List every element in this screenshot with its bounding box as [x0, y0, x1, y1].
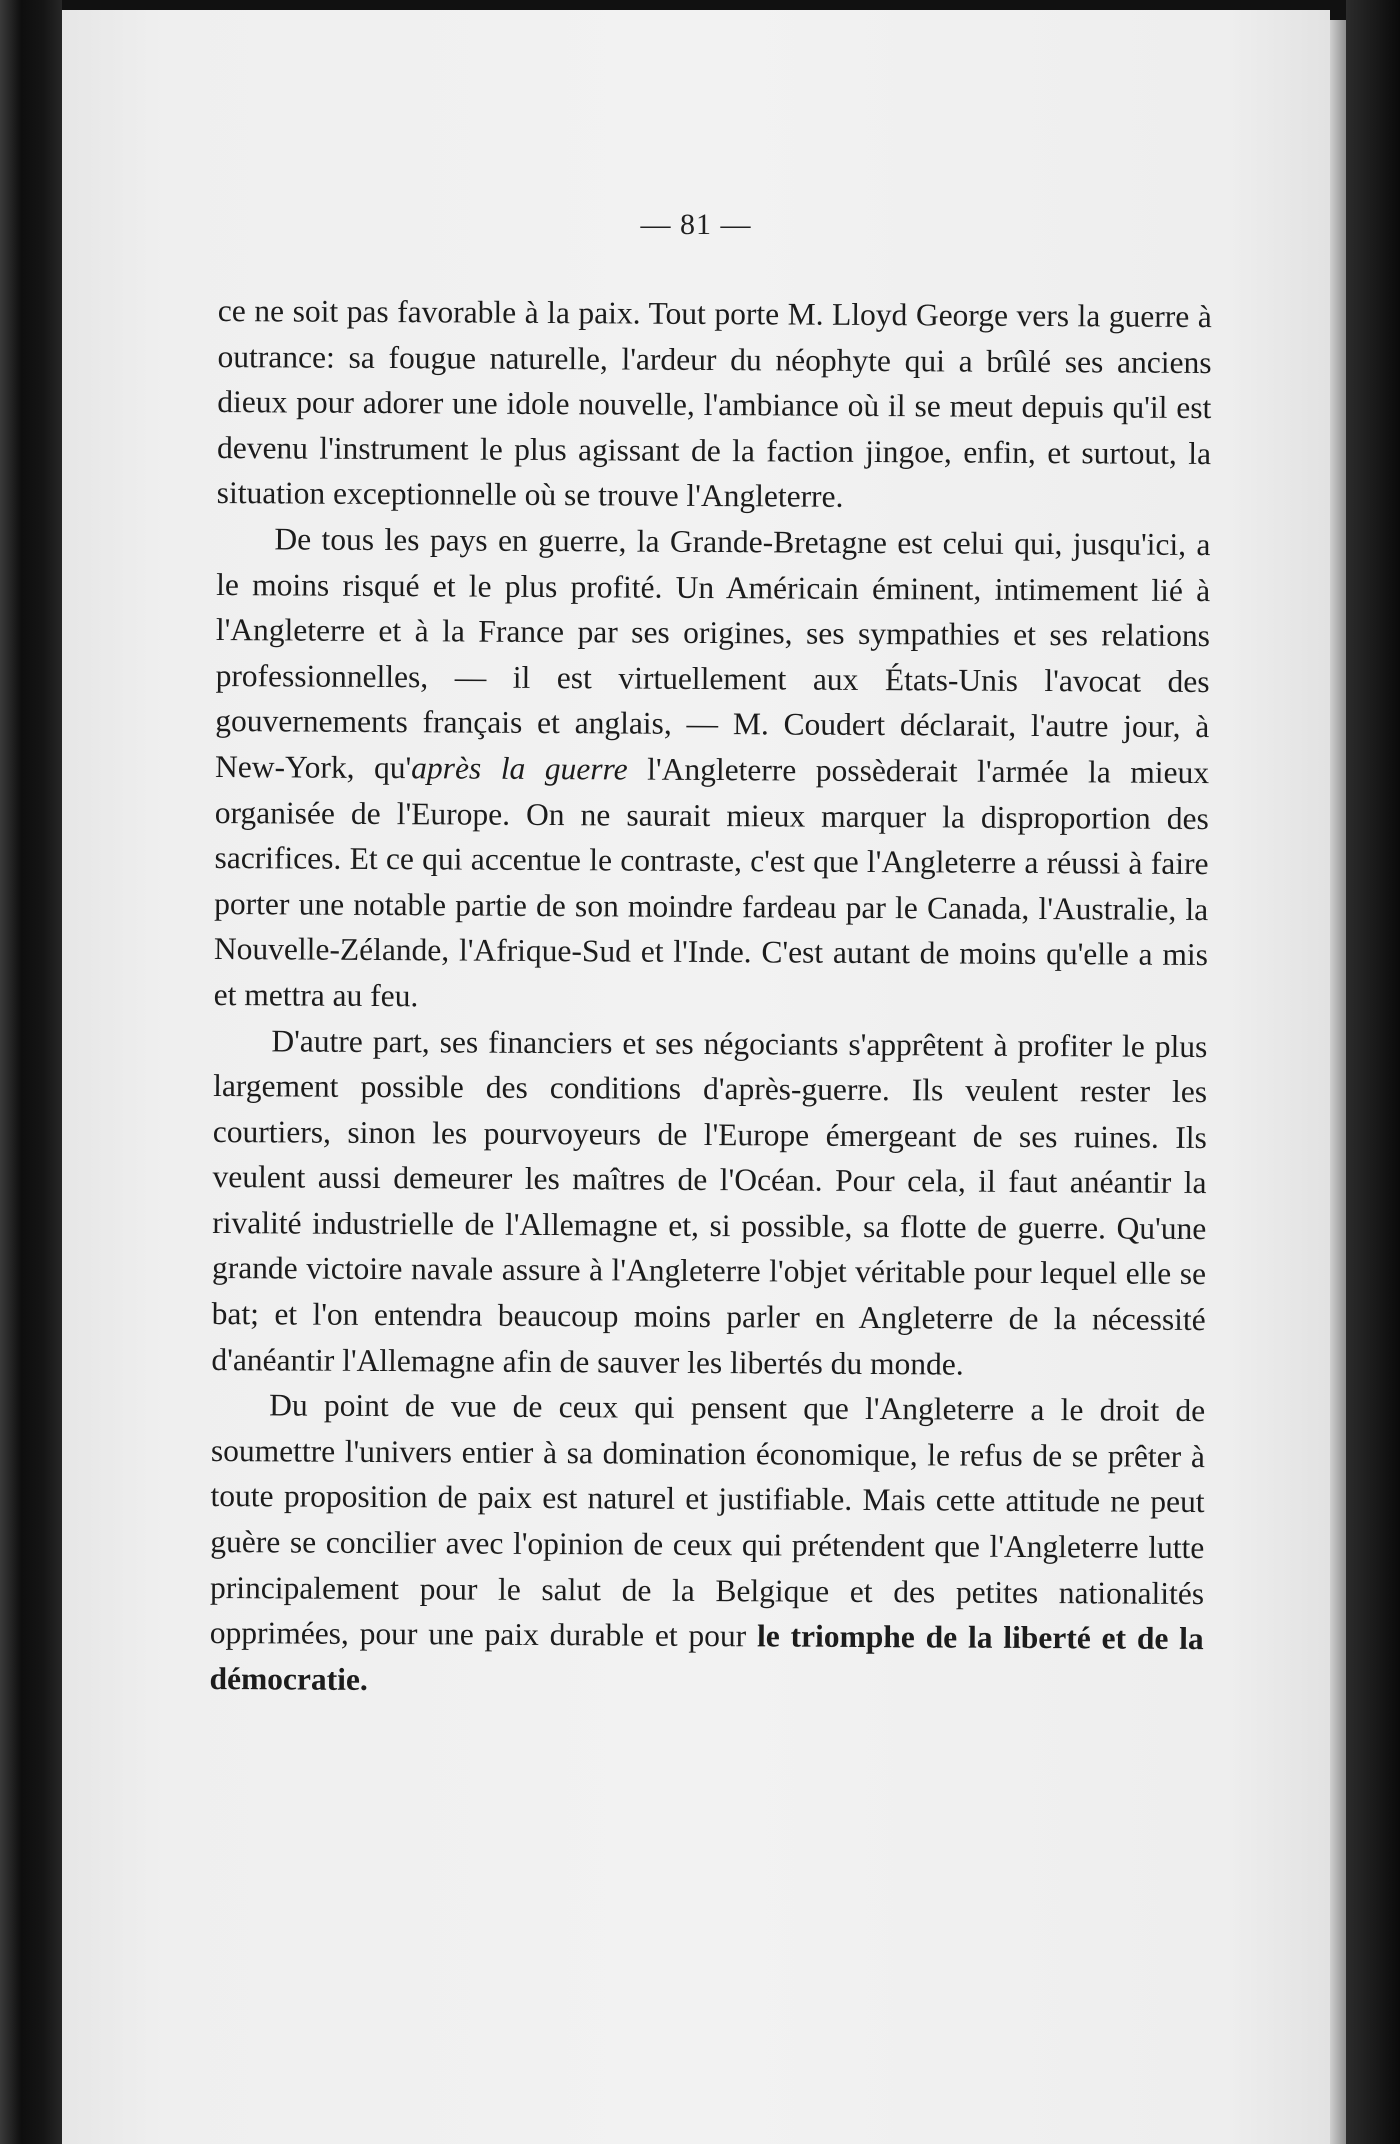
paragraph-2-italic-phrase: après la guerre — [411, 750, 628, 787]
paragraph-2-text-start: De tous les pays en guerre, la Grande-Bretagne est celui qui, jusqu'ici, a le moins risqué et le plus profité. Un Américain éminent, intimement lié à l'Angleterre et à la France par ses origines, ses sympathies et ses relations professionnelles, — il est virtuellement aux États-Unis l'avocat des gouvernements français et anglais, — M. Coudert déclarait, l'autre jour, à New-York, qu' — [214, 521, 1211, 786]
page-number: — 81 — — [640, 208, 752, 241]
paragraph-4 — [209, 1382, 1205, 1707]
scan-border-right — [1346, 0, 1400, 2144]
paragraph-2-text-end: l'Angleterre possèderait l'armée la mieux organisée de l'Europe. On ne saurait mieux marquer la disproportion des sacrifices. Et ce qui accentue le contraste, c'est que l'Angleterre a réussi à faire porter une notable partie de son moindre fardeau par le Canada, l'Australie, la Nouvelle-Zélande, l'Afrique-Sud et l'Inde. C'est autant de moins qu'elle a mis et mettra au feu. — [213, 751, 1210, 1014]
book-spine-edge — [0, 0, 62, 2144]
paragraph-1: ce ne soit pas favorable à la paix. Tout porte M. Lloyd George vers la guerre à outrance: sa fougue naturelle, l'ardeur du néophyte qui a brûlé ses anciens dieux pour adorer une idole nouvelle, l'ambiance où il se meut depuis qu'il est devenu l'instrument le plus agissant de la faction jingoe, enfin, et surtout, la situation exceptionnelle où se trouve l'Angleterre. — [216, 292, 1212, 515]
page-edge-shadow — [1330, 20, 1346, 2144]
paragraph-4-final-line: le triomphe de la liberté et de la démocratie. — [209, 1618, 1204, 1697]
paragraph-2 — [214, 516, 1211, 1024]
paragraph-4-text: Du point de vue de ceux qui pensent que l'Angleterre a le droit de soumettre l'univers entier à sa domination économique, le refus de se prêter à toute proposition de paix est naturel et justifiable. Mais cette attitude ne peut guère se concilier avec l'opinion de ceux qui prétendent que l'Angleterre lutte principalement pour le salut de la Belgique et des petites nationalités opprimées, pour une paix durable et pour — [209, 1387, 1206, 1654]
body-text — [209, 288, 1212, 1707]
page-sheet — [62, 10, 1330, 2144]
paragraph-3: D'autre part, ses financiers et ses négociants s'apprêtent à profiter le plus largement possible des conditions d'après-guerre. Ils veulent rester les courtiers, sinon les pourvoyeurs de l'Europe émergeant de ses ruines. Ils veulent aussi demeurer les maîtres de l'Océan. Pour cela, il faut anéantir la rivalité industrielle de l'Allemagne et, si possible, sa flotte de guerre. Qu'une grande victoire navale assure à l'Angleterre l'objet véritable pour lequel elle se bat; et l'on entendra beaucoup moins parler en Angleterre de la nécessité d'anéantir l'Allemagne afin de sauver les libertés du monde. — [211, 1022, 1208, 1382]
